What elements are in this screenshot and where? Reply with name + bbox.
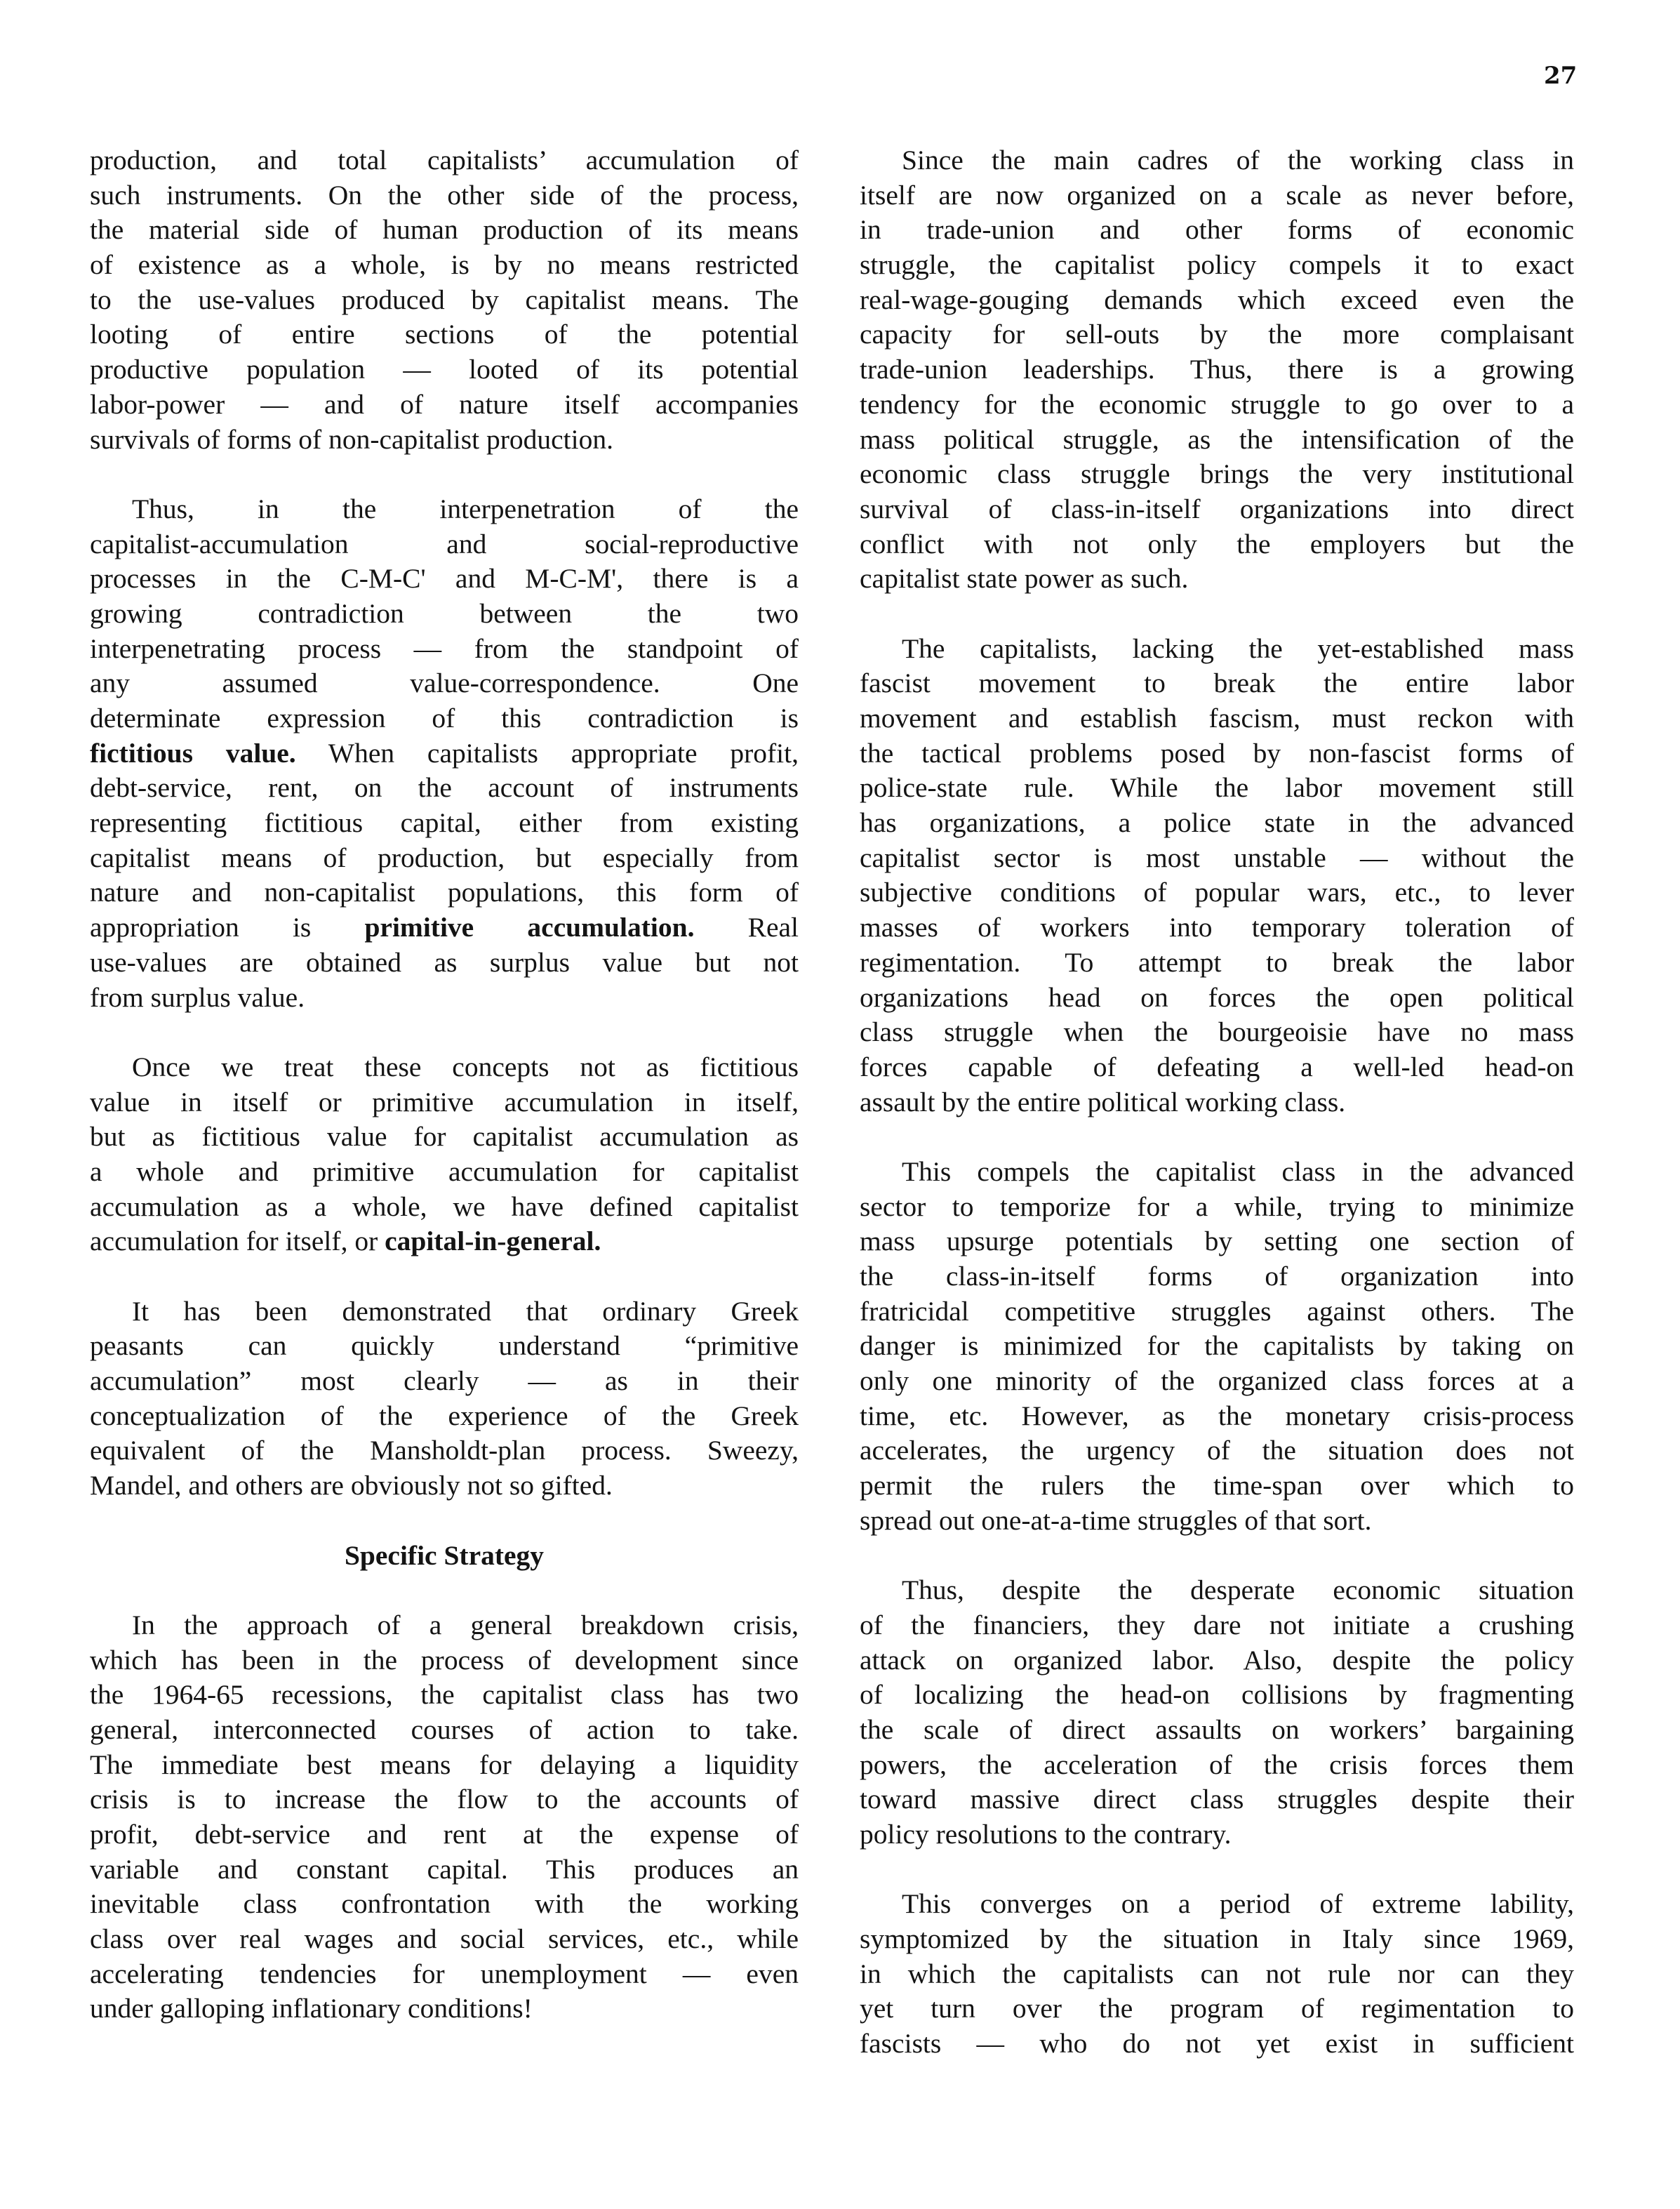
- text-line: [90, 1643, 799, 1678]
- text-line: [860, 1991, 1574, 2026]
- text-line: [860, 1748, 1574, 1783]
- text-run: accumulation” most clearly — as in their: [90, 1365, 799, 1397]
- text-line: [860, 1922, 1574, 1957]
- text-line: [860, 143, 1574, 178]
- text-line: [860, 666, 1574, 701]
- text-run: processes in the C-M-C' and M-C-M', there is a: [90, 563, 799, 595]
- text-line: [90, 701, 799, 736]
- text-run: toward massive direct class struggles despite their: [860, 1784, 1574, 1815]
- text-line: [90, 875, 799, 910]
- text-run: has organizations, a police state in the advanced: [860, 807, 1574, 839]
- text-run: the scale of direct assaults on workers’ bargaining: [860, 1713, 1574, 1745]
- text-run: capacity for sell-outs by the more complaisant: [860, 319, 1574, 350]
- text-line: [860, 248, 1574, 283]
- text-run: police-state rule. While the labor movement still: [860, 772, 1574, 804]
- text-run: organizations head on forces the open political: [860, 981, 1574, 1013]
- left-column: [90, 143, 799, 2062]
- text-run: The capitalists, lacking the yet-established mass: [902, 632, 1574, 664]
- text-line: [90, 910, 799, 946]
- text-line: [90, 841, 799, 876]
- text-line: [90, 1085, 799, 1120]
- text-line: [90, 981, 799, 1016]
- text-run: struggle, the capitalist policy compels it to exact: [860, 249, 1574, 281]
- text-line: [90, 1433, 799, 1468]
- text-run: class struggle when the bourgeoisie have no mass: [860, 1016, 1574, 1048]
- text-run: of existence as a whole, is by no means restricted: [90, 249, 799, 281]
- text-line: [860, 1085, 1574, 1120]
- text-line: [90, 1364, 799, 1399]
- text-run: representing fictitious capital, either from existing: [90, 807, 799, 839]
- text-run: under galloping inflationary conditions!: [90, 1993, 533, 2024]
- right-column: [860, 143, 1574, 2097]
- text-run: labor-power — and of nature itself accompanies: [90, 388, 799, 420]
- text-run: production, and total capitalists’ accumulation of: [90, 145, 799, 175]
- text-line: [860, 1713, 1574, 1748]
- text-line: [90, 1713, 799, 1748]
- text-run: accelerating tendencies for unemployment — even: [90, 1958, 799, 1989]
- text-run: crisis is to increase the flow to the accounts of: [90, 1784, 799, 1815]
- text-line: [860, 1015, 1574, 1050]
- text-line: [860, 283, 1574, 318]
- text-line: [860, 1329, 1574, 1364]
- text-line: [90, 806, 799, 841]
- text-line: [860, 1608, 1574, 1643]
- text-run: Mandel, and others are obviously not so gifted.: [90, 1470, 613, 1501]
- paragraph: [90, 143, 799, 457]
- text-line: [90, 666, 799, 701]
- text-line: [90, 632, 799, 667]
- text-line: [860, 1643, 1574, 1678]
- paragraph: [860, 632, 1574, 1120]
- text-line: [90, 562, 799, 597]
- text-run: a whole and primitive accumulation for capitalist: [90, 1155, 799, 1187]
- text-line: [90, 1120, 799, 1155]
- text-line: [90, 423, 799, 458]
- text-line: [860, 352, 1574, 387]
- text-run: trade-union leaderships. Thus, there is a growing: [860, 354, 1574, 385]
- text-run: economic class struggle brings the very institutional: [860, 458, 1574, 490]
- paragraph: [90, 1050, 799, 1259]
- text-line: [860, 2026, 1574, 2062]
- text-line: [90, 317, 799, 352]
- text-run: Real: [694, 912, 799, 943]
- text-run: class over real wages and social services, etc., while: [90, 1923, 799, 1955]
- text-line: [90, 1399, 799, 1434]
- text-run: mass upsurge potentials by setting one section of: [860, 1226, 1574, 1257]
- paragraph: [90, 492, 799, 1015]
- text-line: [90, 1224, 799, 1259]
- text-run: masses of workers into temporary toleration of: [860, 912, 1574, 943]
- text-run: the tactical problems posed by non-fascist forms of: [860, 737, 1574, 769]
- text-line: [860, 1259, 1574, 1294]
- text-line: [90, 1957, 799, 1992]
- text-line: [860, 527, 1574, 562]
- text-run: the 1964-65 recessions, the capitalist class has two: [90, 1679, 799, 1711]
- text-line: [860, 423, 1574, 458]
- text-run: This compels the capitalist class in the advanced: [902, 1155, 1574, 1187]
- text-line: [90, 736, 799, 771]
- text-run: which has been in the process of development since: [90, 1644, 799, 1676]
- text-line: [860, 1224, 1574, 1259]
- text-run: forces capable of defeating a well-led head-on: [860, 1051, 1574, 1082]
- text-line: [860, 1887, 1574, 1922]
- text-run: in trade-union and other forms of economic: [860, 214, 1574, 246]
- text-line: [90, 143, 799, 178]
- text-line: [860, 1364, 1574, 1399]
- text-line: [860, 1433, 1574, 1468]
- text-run: but as fictitious value for capitalist accumulation as: [90, 1121, 799, 1153]
- text-run: Once we treat these concepts not as fictitious: [132, 1051, 799, 1082]
- text-line: [90, 1155, 799, 1190]
- text-line: [860, 1155, 1574, 1190]
- text-line: [860, 213, 1574, 248]
- bold-term: primitive accumulation.: [364, 912, 695, 943]
- text-run: determinate expression of this contradiction is: [90, 703, 799, 734]
- text-line: [90, 1817, 799, 1852]
- text-line: [90, 597, 799, 632]
- text-line: [860, 701, 1574, 736]
- text-line: [860, 317, 1574, 352]
- text-line: [860, 387, 1574, 423]
- text-run: the class-in-itself forms of organization into: [860, 1261, 1574, 1292]
- text-line: [860, 736, 1574, 771]
- text-line: [860, 875, 1574, 910]
- text-line: [860, 1678, 1574, 1713]
- text-run: attack on organized labor. Also, despite the policy: [860, 1644, 1574, 1676]
- text-run: capitalist sector is most unstable — without the: [860, 842, 1574, 873]
- text-run: When capitalists appropriate profit,: [295, 737, 799, 769]
- text-line: [90, 1329, 799, 1364]
- text-run: accelerates, the urgency of the situation does not: [860, 1435, 1574, 1466]
- text-run: itself are now organized on a scale as never before,: [860, 179, 1574, 211]
- text-run: symptomized by the situation in Italy since 1969,: [860, 1923, 1574, 1955]
- text-run: The immediate best means for delaying a liquidity: [90, 1749, 799, 1780]
- text-line: [90, 1678, 799, 1713]
- text-line: [860, 1782, 1574, 1817]
- text-line: [860, 910, 1574, 946]
- text-line: [90, 352, 799, 387]
- text-line: [90, 283, 799, 318]
- text-run: looting of entire sections of the potential: [90, 319, 799, 350]
- text-line: [90, 1748, 799, 1783]
- page-number: 27: [1544, 62, 1578, 90]
- text-line: [90, 1922, 799, 1957]
- text-run: capitalist state power as such.: [860, 563, 1189, 595]
- text-run: policy resolutions to the contrary.: [860, 1819, 1232, 1850]
- bold-term: fictitious value.: [90, 737, 296, 769]
- paragraph: [90, 1608, 799, 2026]
- text-line: [860, 1468, 1574, 1504]
- text-run: subjective conditions of popular wars, etc., to lever: [860, 877, 1574, 908]
- text-run: such instruments. On the other side of the process,: [90, 179, 799, 211]
- text-line: [860, 178, 1574, 213]
- text-run: mass political struggle, as the intensification of the: [860, 423, 1574, 455]
- text-run: appropriation is: [90, 912, 365, 943]
- text-run: permit the rulers the time-span over which to: [860, 1470, 1574, 1501]
- text-line: [860, 1504, 1574, 1539]
- text-line: [90, 1050, 799, 1085]
- text-run: Thus, in the interpenetration of the: [132, 493, 799, 524]
- text-run: This converges on a period of extreme lability,: [902, 1888, 1574, 1920]
- paragraph: [860, 1573, 1574, 1852]
- text-line: [90, 946, 799, 981]
- text-run: interpenetrating process — from the standpoint of: [90, 632, 799, 664]
- text-line: [860, 632, 1574, 667]
- text-line: [860, 1190, 1574, 1225]
- text-line: [90, 248, 799, 283]
- text-run: general, interconnected courses of action to take.: [90, 1713, 799, 1745]
- text-run: the material side of human production of its means: [90, 214, 799, 246]
- text-run: value in itself or primitive accumulation in itself,: [90, 1086, 799, 1117]
- text-run: fascists — who do not yet exist in sufficient: [860, 2028, 1574, 2059]
- text-line: [90, 1991, 799, 2026]
- paragraph: [860, 1887, 1574, 2061]
- text-run: spread out one-at-a-time struggles of that sort.: [860, 1504, 1372, 1536]
- text-run: any assumed value-correspondence. One: [90, 668, 799, 699]
- text-run: sector to temporize for a while, trying to minimize: [860, 1190, 1574, 1222]
- text-line: [90, 1468, 799, 1504]
- text-run: accumulation as a whole, we have defined capitalist: [90, 1190, 799, 1222]
- text-run: capitalist means of production, but especially from: [90, 842, 799, 873]
- text-run: use-values are obtained as surplus value but not: [90, 946, 799, 978]
- text-run: only one minority of the organized class forces at a: [860, 1365, 1574, 1397]
- text-run: from surplus value.: [90, 981, 305, 1013]
- text-line: [860, 806, 1574, 841]
- text-run: real-wage-gouging demands which exceed even the: [860, 284, 1574, 315]
- text-line: [90, 771, 799, 806]
- text-run: tendency for the economic struggle to go over to a: [860, 388, 1574, 420]
- text-run: Since the main cadres of the working class in: [902, 145, 1574, 175]
- text-run: powers, the acceleration of the crisis forces them: [860, 1749, 1574, 1780]
- text-line: [860, 841, 1574, 876]
- text-line: [860, 1573, 1574, 1608]
- text-line: [860, 492, 1574, 527]
- text-run: conflict with not only the employers but the: [860, 528, 1574, 559]
- text-run: regimentation. To attempt to break the labor: [860, 946, 1574, 978]
- text-line: [90, 178, 799, 213]
- text-run: danger is minimized for the capitalists by taking on: [860, 1330, 1574, 1362]
- text-line: [860, 1957, 1574, 1992]
- text-line: [860, 946, 1574, 981]
- paragraph: [90, 1294, 799, 1504]
- text-run: survival of class-in-itself organizations into direct: [860, 493, 1574, 524]
- text-run: yet turn over the program of regimentation to: [860, 1993, 1574, 2024]
- text-line: [860, 981, 1574, 1016]
- text-run: nature and non-capitalist populations, this form of: [90, 877, 799, 908]
- text-run: debt-service, rent, on the account of instruments: [90, 772, 799, 804]
- text-run: in which the capitalists can not rule nor can they: [860, 1958, 1574, 1989]
- bold-term: capital-in-general.: [385, 1226, 601, 1257]
- text-run: capitalist-accumulation and social-reproductive: [90, 528, 799, 559]
- paragraph: [860, 143, 1574, 597]
- text-run: growing contradiction between the two: [90, 597, 799, 629]
- text-run: profit, debt-service and rent at the expense of: [90, 1819, 799, 1850]
- text-run: assault by the entire political working class.: [860, 1086, 1346, 1117]
- text-line: [860, 1817, 1574, 1852]
- text-run: of localizing the head-on collisions by fragmenting: [860, 1679, 1574, 1711]
- text-run: It has been demonstrated that ordinary Greek: [132, 1295, 799, 1327]
- text-line: [90, 1294, 799, 1329]
- text-run: accumulation for itself, or: [90, 1226, 385, 1257]
- section-heading: Specific Strategy: [344, 1539, 545, 1571]
- text-line: [90, 1190, 799, 1225]
- text-line: [860, 1399, 1574, 1434]
- text-line: [90, 527, 799, 562]
- text-run: survivals of forms of non-capitalist production.: [90, 423, 613, 455]
- text-run: peasants can quickly understand “primitive: [90, 1330, 799, 1362]
- text-line: [860, 562, 1574, 597]
- text-line: [860, 457, 1574, 492]
- text-run: Thus, despite the desperate economic situation: [902, 1574, 1574, 1606]
- text-line: [90, 1608, 799, 1643]
- text-line: [90, 1887, 799, 1922]
- text-run: inevitable class confrontation with the working: [90, 1888, 799, 1920]
- text-line: [90, 213, 799, 248]
- text-run: productive population — looted of its potential: [90, 354, 799, 385]
- text-run: variable and constant capital. This produces an: [90, 1853, 799, 1885]
- text-line: [90, 387, 799, 423]
- paragraph: [860, 1155, 1574, 1539]
- text-run: movement and establish fascism, must reckon with: [860, 703, 1574, 734]
- text-run: time, etc. However, as the monetary crisis-process: [860, 1400, 1574, 1431]
- text-run: of the financiers, they dare not initiate a crushing: [860, 1609, 1574, 1640]
- text-run: conceptualization of the experience of the Greek: [90, 1400, 799, 1431]
- text-run: equivalent of the Mansholdt-plan process. Sweezy,: [90, 1435, 799, 1466]
- text-line: [90, 492, 799, 527]
- text-line: [90, 1782, 799, 1817]
- text-run: In the approach of a general breakdown crisis,: [132, 1609, 799, 1640]
- text-line: [90, 1852, 799, 1888]
- text-run: fascist movement to break the entire labor: [860, 668, 1574, 699]
- text-run: to the use-values produced by capitalist means. The: [90, 284, 799, 315]
- text-line: [860, 1294, 1574, 1329]
- text-run: fratricidal competitive struggles against others. The: [860, 1295, 1574, 1327]
- text-line: [860, 771, 1574, 806]
- text-line: [860, 1050, 1574, 1085]
